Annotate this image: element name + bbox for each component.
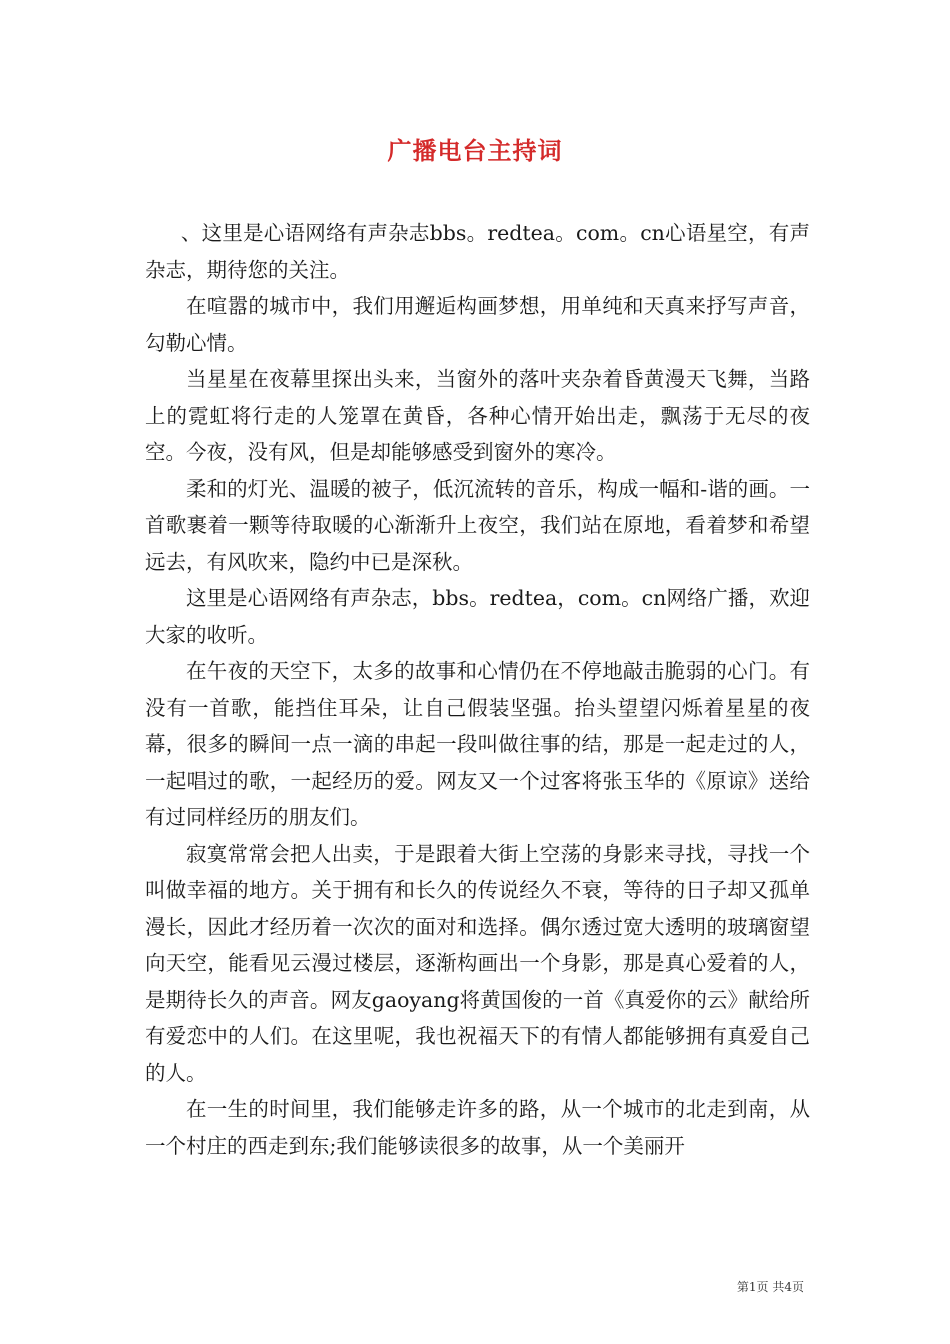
document-body <box>145 215 810 1164</box>
paragraph-2: 在喧嚣的城市中，我们用邂逅构画梦想，用单纯和天真来抒写声音，勾勒心情。 <box>145 294 810 355</box>
paragraph-1: 、这里是心语网络有声杂志bbs。redtea。com。cn心语星空，有声杂志，期待您的关注。 <box>145 221 810 282</box>
paragraph-7: 寂寞常常会把人出卖，于是跟着大街上空荡的身影来寻找，寻找一个叫做幸福的地方。关于拥有和长久的传说经久不衰，等待的日子却又孤单漫长，因此才经历着一次次的面对和选择。偶尔透过宽大透明的玻璃窗望向天空，能看见云漫过楼层，逐渐构画出一个身影，那是真心爱着的人，是期待长久的声音。网友gaoyang将黄国俊的一首《真爱你的云》献给所有爱恋中的人们。在这里呢，我也祝福天下的有情人都能够拥有真爱自己的人。 <box>145 841 810 1085</box>
paragraph-6: 在午夜的天空下，太多的故事和心情仍在不停地敲击脆弱的心门。有没有一首歌，能挡住耳朵，让自己假装坚强。抬头望望闪烁着星星的夜幕，很多的瞬间一点一滴的串起一段叫做往事的结，那是一起走过的人，一起唱过的歌，一起经历的爱。网友又一个过客将张玉华的《原谅》送给有过同样经历的朋友们。 <box>145 659 810 829</box>
paragraph-8: 在一生的时间里，我们能够走许多的路，从一个城市的北走到南，从一个村庄的西走到东;我们能够读很多的故事，从一个美丽开 <box>145 1097 810 1158</box>
paragraph-5: 这里是心语网络有声杂志，bbs。redtea，com。cn网络广播，欢迎大家的收听。 <box>145 586 810 647</box>
paragraph-3: 当星星在夜幕里探出头来，当窗外的落叶夹杂着昏黄漫天飞舞，当路上的霓虹将行走的人笼罩在黄昏，各种心情开始出走，飘荡于无尽的夜空。今夜，没有风，但是却能够感受到窗外的寒冷。 <box>145 367 810 464</box>
page-number: 第1页 共4页 <box>736 1280 804 1294</box>
paragraph-4: 柔和的灯光、温暖的被子，低沉流转的音乐，构成一幅和-谐的画。一首歌裹着一颗等待取暖的心渐渐升上夜空，我们站在原地，看着梦和希望远去，有风吹来，隐约中已是深秋。 <box>145 476 810 574</box>
document-title: 广播电台主持词 <box>387 136 563 165</box>
